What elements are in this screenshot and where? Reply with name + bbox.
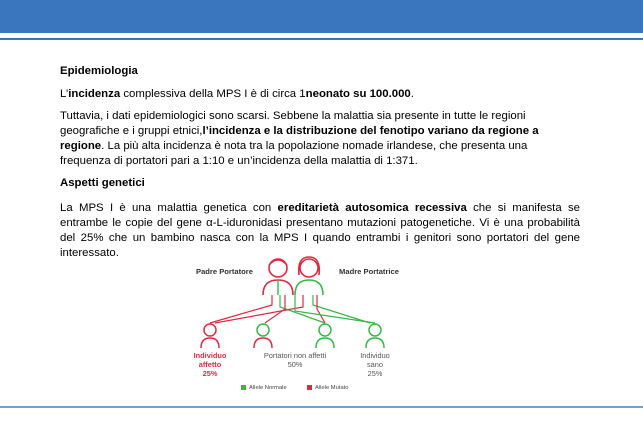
epidemiology-paragraph-2: Tuttavia, i dati epidemiologici sono scarsi. Sebbene la malattia sia presente in tutte le regioni geografiche e i gruppi etnici,l’incidenza e la distribuzione del fenotipo variano da regione a regione. La più alta incidenza è nota tra la popolazione nomade irlandese, che presenta una frequenza di portatori pari a 1:10 e un’incidenza della malattia di 1:371. (60, 110, 539, 167)
legend-normal: Allele Normale (241, 385, 287, 392)
legend-mutated: Allele Mutato (307, 385, 349, 392)
mother-icon (295, 257, 323, 295)
header-divider (0, 38, 643, 40)
header-bar (0, 0, 643, 33)
child-carrier-label: Portatori non affetti 50% (263, 351, 327, 369)
child-carrier-2-icon (316, 324, 334, 348)
epidemiology-heading: Epidemiologia (60, 65, 138, 77)
legend-mutated-swatch (307, 385, 312, 390)
mother-label: Madre Portatrice (339, 267, 399, 276)
father-icon (263, 259, 293, 295)
footer-divider (0, 406, 643, 408)
inheritance-lines (210, 295, 375, 323)
father-label: Padre Portatore (196, 267, 253, 276)
genetics-paragraph: La MPS I è una malattia genetica con ereditarietà autosomica recessiva che si manifesta se entrambe le copie del gene α-L-iduronidasi presentano mutazioni patogenetiche. Vi è una probabilità del 25% che un bambino nasca con la MPS I quando entrambi i genitori sono portatori del gene interessato. (60, 202, 580, 259)
child-affected-icon (201, 324, 219, 348)
epidemiology-paragraph-1: L’incidenza complessiva della MPS I è di circa 1neonato su 100.000. (60, 88, 414, 100)
child-affected-label: Individuo affetto 25% (193, 351, 227, 378)
legend-normal-swatch (241, 385, 246, 390)
genetics-heading: Aspetti genetici (60, 177, 145, 189)
child-healthy-label: Individuo sano 25% (360, 351, 390, 378)
child-carrier-1-icon (254, 324, 272, 348)
slide-content (60, 64, 580, 261)
inheritance-diagram (185, 253, 415, 398)
child-healthy-icon (366, 324, 384, 348)
